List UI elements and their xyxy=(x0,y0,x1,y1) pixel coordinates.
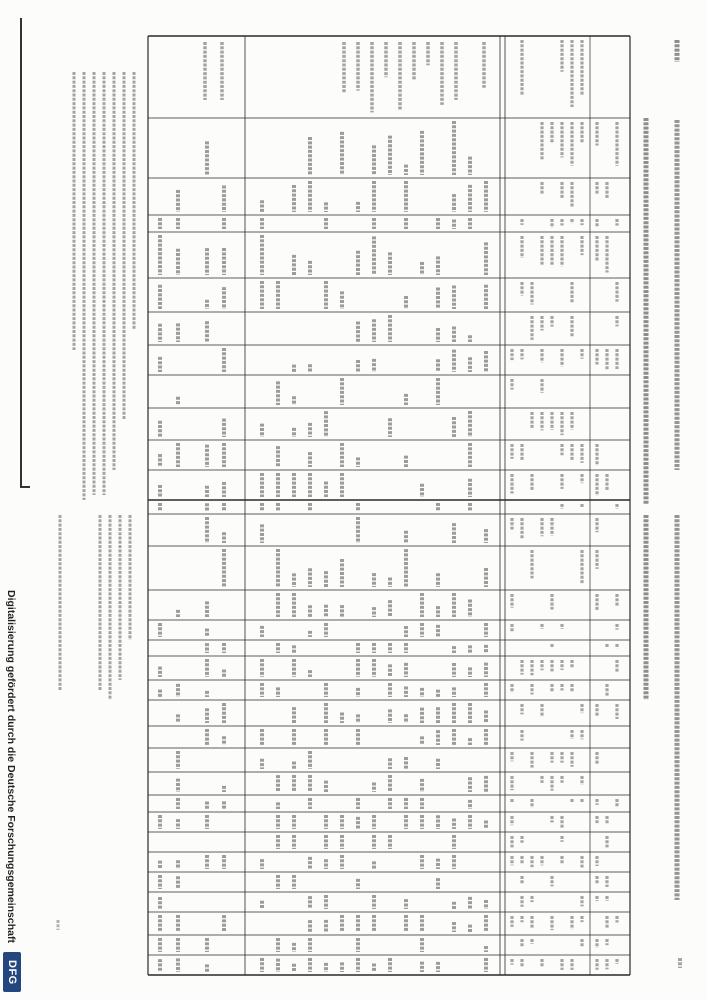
dfg-logo: DFG xyxy=(3,952,21,992)
digitization-banner: Digitalisierung gefördert durch die Deutsche Forschungsgemeinschaft xyxy=(5,590,17,943)
